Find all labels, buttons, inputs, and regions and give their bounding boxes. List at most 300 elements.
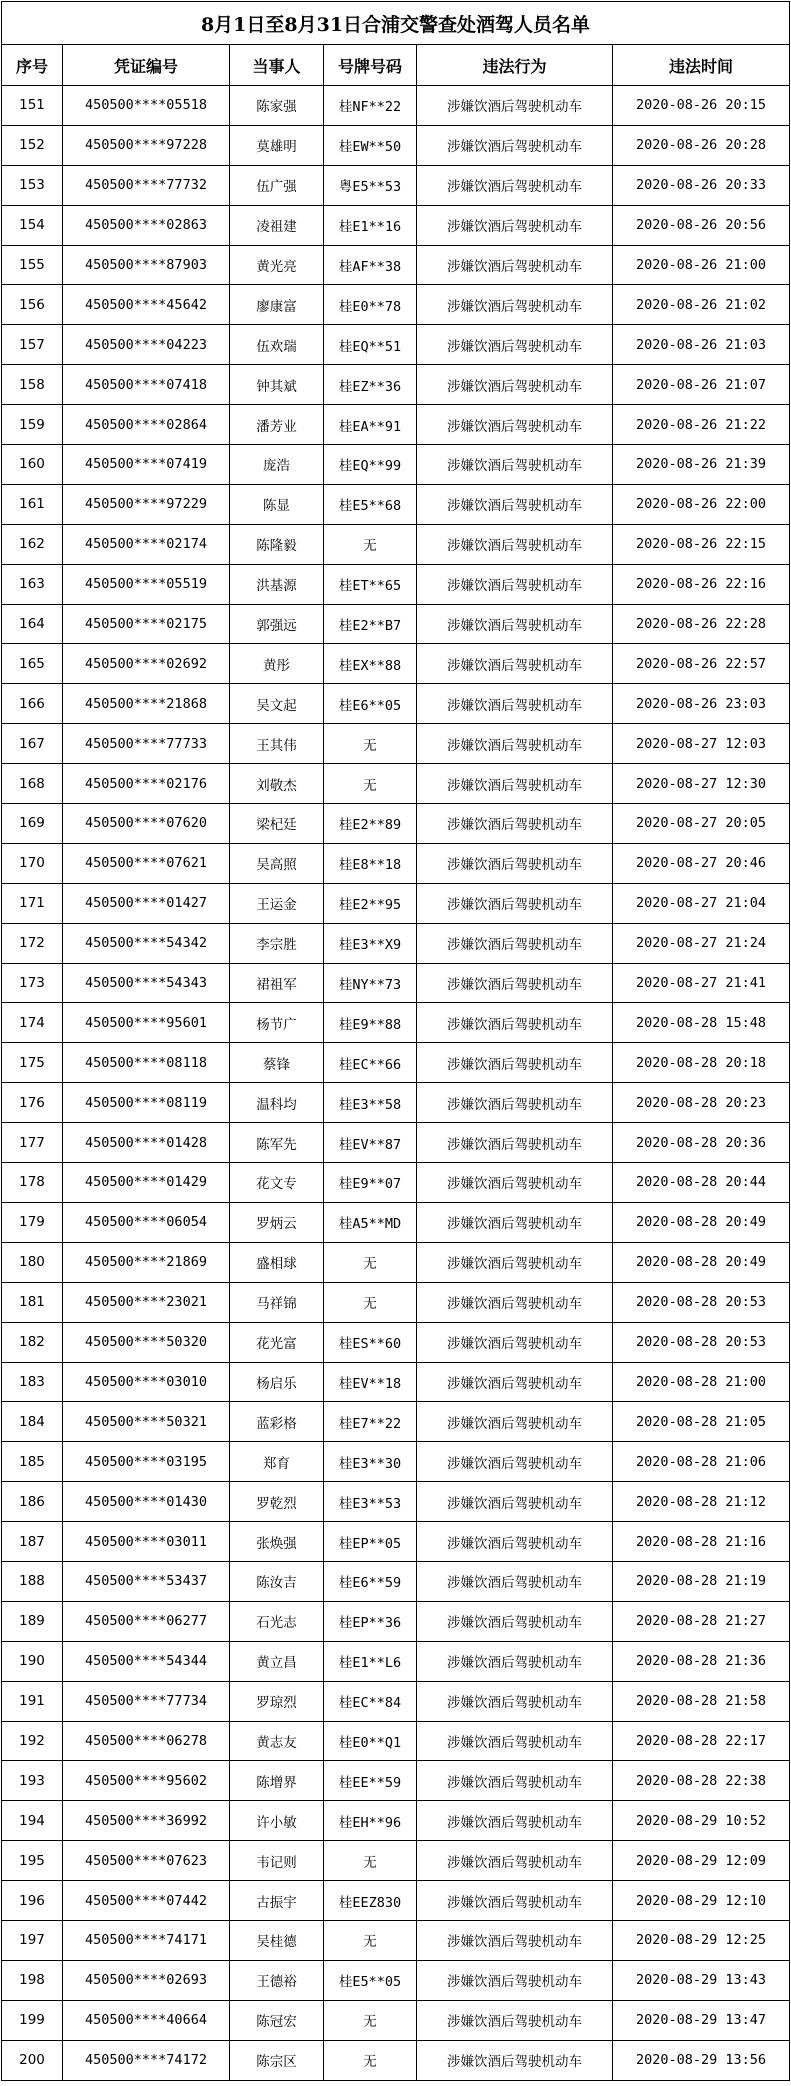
cell-party: 黄光亮 bbox=[230, 245, 324, 285]
cell-seq: 194 bbox=[2, 1801, 63, 1841]
table-row bbox=[2, 1043, 790, 1083]
cell-party: 韦记则 bbox=[230, 1841, 324, 1881]
cell-seq: 180 bbox=[2, 1242, 63, 1282]
cell-party: 陈隆毅 bbox=[230, 524, 324, 564]
cell-party: 庞浩 bbox=[230, 445, 324, 485]
cell-plate: 桂E5**68 bbox=[324, 484, 417, 524]
cell-time: 2020-08-28 21:27 bbox=[613, 1601, 790, 1641]
cell-cert-no: 450500****02692 bbox=[63, 644, 230, 684]
cell-party: 罗乾烈 bbox=[230, 1482, 324, 1522]
cell-violation: 涉嫌饮酒后驾驶机动车 bbox=[417, 1442, 613, 1482]
cell-party: 李宗胜 bbox=[230, 923, 324, 963]
cell-violation: 涉嫌饮酒后驾驶机动车 bbox=[417, 1123, 613, 1163]
table-row bbox=[2, 245, 790, 285]
cell-cert-no: 450500****77732 bbox=[63, 165, 230, 205]
cell-plate: 无 bbox=[324, 524, 417, 564]
cell-plate: 桂EC**84 bbox=[324, 1681, 417, 1721]
cell-time: 2020-08-28 21:05 bbox=[613, 1402, 790, 1442]
table-row bbox=[2, 2000, 790, 2040]
table-row bbox=[2, 564, 790, 604]
cell-seq: 170 bbox=[2, 843, 63, 883]
cell-plate: 桂E2**89 bbox=[324, 804, 417, 844]
table-row bbox=[2, 1083, 790, 1123]
table-row bbox=[2, 724, 790, 764]
cell-violation: 涉嫌饮酒后驾驶机动车 bbox=[417, 804, 613, 844]
cell-seq: 187 bbox=[2, 1522, 63, 1562]
cell-violation: 涉嫌饮酒后驾驶机动车 bbox=[417, 963, 613, 1003]
cell-time: 2020-08-28 20:49 bbox=[613, 1202, 790, 1242]
cell-plate: 桂ES**60 bbox=[324, 1322, 417, 1362]
cell-seq: 161 bbox=[2, 484, 63, 524]
cell-party: 温科均 bbox=[230, 1083, 324, 1123]
cell-time: 2020-08-26 23:03 bbox=[613, 684, 790, 724]
cell-seq: 185 bbox=[2, 1442, 63, 1482]
cell-violation: 涉嫌饮酒后驾驶机动车 bbox=[417, 1163, 613, 1203]
table-row bbox=[2, 1163, 790, 1203]
cell-violation: 涉嫌饮酒后驾驶机动车 bbox=[417, 883, 613, 923]
cell-party: 郭强远 bbox=[230, 604, 324, 644]
cell-party: 伍欢瑞 bbox=[230, 325, 324, 365]
cell-violation: 涉嫌饮酒后驾驶机动车 bbox=[417, 764, 613, 804]
cell-seq: 167 bbox=[2, 724, 63, 764]
cell-cert-no: 450500****06278 bbox=[63, 1721, 230, 1761]
cell-violation: 涉嫌饮酒后驾驶机动车 bbox=[417, 1920, 613, 1960]
cell-seq: 191 bbox=[2, 1681, 63, 1721]
cell-violation: 涉嫌饮酒后驾驶机动车 bbox=[417, 1881, 613, 1921]
cell-time: 2020-08-28 20:53 bbox=[613, 1282, 790, 1322]
cell-violation: 涉嫌饮酒后驾驶机动车 bbox=[417, 1322, 613, 1362]
cell-violation: 涉嫌饮酒后驾驶机动车 bbox=[417, 644, 613, 684]
cell-plate: 桂EQ**99 bbox=[324, 445, 417, 485]
table-row bbox=[2, 1003, 790, 1043]
table-row bbox=[2, 1681, 790, 1721]
cell-time: 2020-08-29 12:10 bbox=[613, 1881, 790, 1921]
cell-cert-no: 450500****03010 bbox=[63, 1362, 230, 1402]
cell-plate: 桂E8**18 bbox=[324, 843, 417, 883]
cell-time: 2020-08-26 21:00 bbox=[613, 245, 790, 285]
cell-time: 2020-08-27 12:30 bbox=[613, 764, 790, 804]
cell-cert-no: 450500****07442 bbox=[63, 1881, 230, 1921]
cell-time: 2020-08-26 20:15 bbox=[613, 86, 790, 126]
cell-seq: 169 bbox=[2, 804, 63, 844]
cell-time: 2020-08-26 20:56 bbox=[613, 205, 790, 245]
cell-seq: 154 bbox=[2, 205, 63, 245]
cell-seq: 172 bbox=[2, 923, 63, 963]
cell-time: 2020-08-28 21:16 bbox=[613, 1522, 790, 1562]
cell-plate: 桂E3**30 bbox=[324, 1442, 417, 1482]
cell-party: 黄立昌 bbox=[230, 1641, 324, 1681]
cell-plate: 无 bbox=[324, 2000, 417, 2040]
cell-seq: 166 bbox=[2, 684, 63, 724]
cell-cert-no: 450500****02175 bbox=[63, 604, 230, 644]
cell-violation: 涉嫌饮酒后驾驶机动车 bbox=[417, 405, 613, 445]
cell-cert-no: 450500****77733 bbox=[63, 724, 230, 764]
table-row bbox=[2, 484, 790, 524]
cell-violation: 涉嫌饮酒后驾驶机动车 bbox=[417, 1681, 613, 1721]
cell-party: 马祥锦 bbox=[230, 1282, 324, 1322]
cell-violation: 涉嫌饮酒后驾驶机动车 bbox=[417, 604, 613, 644]
cell-violation: 涉嫌饮酒后驾驶机动车 bbox=[417, 1202, 613, 1242]
cell-cert-no: 450500****07620 bbox=[63, 804, 230, 844]
cell-violation: 涉嫌饮酒后驾驶机动车 bbox=[417, 125, 613, 165]
cell-party: 王德裕 bbox=[230, 1960, 324, 2000]
cell-plate: 无 bbox=[324, 764, 417, 804]
cell-cert-no: 450500****54344 bbox=[63, 1641, 230, 1681]
cell-time: 2020-08-28 21:36 bbox=[613, 1641, 790, 1681]
table-row bbox=[2, 1123, 790, 1163]
cell-cert-no: 450500****53437 bbox=[63, 1561, 230, 1601]
cell-seq: 168 bbox=[2, 764, 63, 804]
cell-seq: 152 bbox=[2, 125, 63, 165]
cell-party: 张焕强 bbox=[230, 1522, 324, 1562]
cell-violation: 涉嫌饮酒后驾驶机动车 bbox=[417, 1242, 613, 1282]
table-row bbox=[2, 125, 790, 165]
cell-seq: 153 bbox=[2, 165, 63, 205]
cell-violation: 涉嫌饮酒后驾驶机动车 bbox=[417, 1083, 613, 1123]
cell-party: 吴桂德 bbox=[230, 1920, 324, 1960]
cell-time: 2020-08-26 20:33 bbox=[613, 165, 790, 205]
cell-party: 洪基源 bbox=[230, 564, 324, 604]
cell-cert-no: 450500****02176 bbox=[63, 764, 230, 804]
cell-seq: 190 bbox=[2, 1641, 63, 1681]
cell-seq: 182 bbox=[2, 1322, 63, 1362]
table-row bbox=[2, 1841, 790, 1881]
cell-seq: 151 bbox=[2, 86, 63, 126]
cell-seq: 181 bbox=[2, 1282, 63, 1322]
cell-seq: 198 bbox=[2, 1960, 63, 2000]
cell-seq: 177 bbox=[2, 1123, 63, 1163]
cell-party: 陈家强 bbox=[230, 86, 324, 126]
cell-time: 2020-08-29 13:43 bbox=[613, 1960, 790, 2000]
cell-cert-no: 450500****02693 bbox=[63, 1960, 230, 2000]
cell-plate: 无 bbox=[324, 1282, 417, 1322]
cell-time: 2020-08-28 20:44 bbox=[613, 1163, 790, 1203]
cell-party: 杨启乐 bbox=[230, 1362, 324, 1402]
cell-cert-no: 450500****74172 bbox=[63, 2040, 230, 2080]
cell-party: 陈显 bbox=[230, 484, 324, 524]
cell-cert-no: 450500****77734 bbox=[63, 1681, 230, 1721]
cell-plate: 桂E9**07 bbox=[324, 1163, 417, 1203]
cell-cert-no: 450500****01428 bbox=[63, 1123, 230, 1163]
cell-plate: 桂E1**L6 bbox=[324, 1641, 417, 1681]
cell-time: 2020-08-26 21:07 bbox=[613, 365, 790, 405]
cell-time: 2020-08-28 21:12 bbox=[613, 1482, 790, 1522]
cell-plate: 桂EP**05 bbox=[324, 1522, 417, 1562]
cell-cert-no: 450500****21869 bbox=[63, 1242, 230, 1282]
cell-party: 蔡锋 bbox=[230, 1043, 324, 1083]
cell-cert-no: 450500****06277 bbox=[63, 1601, 230, 1641]
cell-time: 2020-08-28 21:06 bbox=[613, 1442, 790, 1482]
cell-plate: 无 bbox=[324, 2040, 417, 2080]
cell-violation: 涉嫌饮酒后驾驶机动车 bbox=[417, 285, 613, 325]
cell-cert-no: 450500****87903 bbox=[63, 245, 230, 285]
cell-time: 2020-08-27 21:41 bbox=[613, 963, 790, 1003]
cell-seq: 173 bbox=[2, 963, 63, 1003]
table-row bbox=[2, 1721, 790, 1761]
cell-party: 古振宇 bbox=[230, 1881, 324, 1921]
cell-time: 2020-08-29 13:56 bbox=[613, 2040, 790, 2080]
table-row bbox=[2, 1202, 790, 1242]
cell-plate: 桂E3**X9 bbox=[324, 923, 417, 963]
table-row bbox=[2, 165, 790, 205]
cell-violation: 涉嫌饮酒后驾驶机动车 bbox=[417, 205, 613, 245]
cell-violation: 涉嫌饮酒后驾驶机动车 bbox=[417, 1522, 613, 1562]
cell-seq: 162 bbox=[2, 524, 63, 564]
table-row bbox=[2, 963, 790, 1003]
cell-time: 2020-08-26 21:22 bbox=[613, 405, 790, 445]
cell-cert-no: 450500****01430 bbox=[63, 1482, 230, 1522]
cell-party: 陈冠宏 bbox=[230, 2000, 324, 2040]
cell-seq: 192 bbox=[2, 1721, 63, 1761]
cell-cert-no: 450500****54342 bbox=[63, 923, 230, 963]
cell-cert-no: 450500****40664 bbox=[63, 2000, 230, 2040]
table-row bbox=[2, 1801, 790, 1841]
table-row bbox=[2, 604, 790, 644]
cell-time: 2020-08-26 20:28 bbox=[613, 125, 790, 165]
cell-violation: 涉嫌饮酒后驾驶机动车 bbox=[417, 1003, 613, 1043]
cell-seq: 195 bbox=[2, 1841, 63, 1881]
cell-plate: 桂NY**73 bbox=[324, 963, 417, 1003]
cell-time: 2020-08-29 10:52 bbox=[613, 1801, 790, 1841]
cell-seq: 171 bbox=[2, 883, 63, 923]
cell-plate: 桂EEZ830 bbox=[324, 1881, 417, 1921]
cell-party: 杨节广 bbox=[230, 1003, 324, 1043]
table-row bbox=[2, 1522, 790, 1562]
table-row bbox=[2, 764, 790, 804]
cell-party: 刘敬杰 bbox=[230, 764, 324, 804]
table-row bbox=[2, 1920, 790, 1960]
cell-violation: 涉嫌饮酒后驾驶机动车 bbox=[417, 724, 613, 764]
table-row bbox=[2, 445, 790, 485]
table-row bbox=[2, 1362, 790, 1402]
cell-cert-no: 450500****07623 bbox=[63, 1841, 230, 1881]
cell-cert-no: 450500****04223 bbox=[63, 325, 230, 365]
cell-plate: 桂E1**16 bbox=[324, 205, 417, 245]
table-row bbox=[2, 285, 790, 325]
header-party: 当事人 bbox=[230, 45, 324, 86]
table-row bbox=[2, 1761, 790, 1801]
cell-seq: 196 bbox=[2, 1881, 63, 1921]
cell-plate: 桂E7**22 bbox=[324, 1402, 417, 1442]
table-row bbox=[2, 1881, 790, 1921]
cell-plate: 桂E3**58 bbox=[324, 1083, 417, 1123]
cell-violation: 涉嫌饮酒后驾驶机动车 bbox=[417, 1561, 613, 1601]
cell-cert-no: 450500****08118 bbox=[63, 1043, 230, 1083]
cell-cert-no: 450500****45642 bbox=[63, 285, 230, 325]
cell-time: 2020-08-26 21:39 bbox=[613, 445, 790, 485]
cell-party: 潘芳业 bbox=[230, 405, 324, 445]
cell-cert-no: 450500****07418 bbox=[63, 365, 230, 405]
cell-violation: 涉嫌饮酒后驾驶机动车 bbox=[417, 1960, 613, 2000]
cell-cert-no: 450500****95601 bbox=[63, 1003, 230, 1043]
cell-seq: 200 bbox=[2, 2040, 63, 2080]
cell-seq: 189 bbox=[2, 1601, 63, 1641]
cell-party: 罗炳云 bbox=[230, 1202, 324, 1242]
cell-plate: 桂E0**78 bbox=[324, 285, 417, 325]
cell-seq: 184 bbox=[2, 1402, 63, 1442]
header-cert-no: 凭证编号 bbox=[63, 45, 230, 86]
cell-cert-no: 450500****74171 bbox=[63, 1920, 230, 1960]
header-time: 违法时间 bbox=[613, 45, 790, 86]
cell-violation: 涉嫌饮酒后驾驶机动车 bbox=[417, 245, 613, 285]
cell-party: 吴高照 bbox=[230, 843, 324, 883]
cell-cert-no: 450500****21868 bbox=[63, 684, 230, 724]
cell-time: 2020-08-28 15:48 bbox=[613, 1003, 790, 1043]
cell-violation: 涉嫌饮酒后驾驶机动车 bbox=[417, 365, 613, 405]
cell-cert-no: 450500****07419 bbox=[63, 445, 230, 485]
cell-plate: 桂EW**50 bbox=[324, 125, 417, 165]
cell-party: 蓝彩格 bbox=[230, 1402, 324, 1442]
cell-cert-no: 450500****50321 bbox=[63, 1402, 230, 1442]
cell-plate: 桂E6**05 bbox=[324, 684, 417, 724]
cell-party: 伍广强 bbox=[230, 165, 324, 205]
cell-party: 黄志友 bbox=[230, 1721, 324, 1761]
cell-violation: 涉嫌饮酒后驾驶机动车 bbox=[417, 484, 613, 524]
cell-plate: 桂NF**22 bbox=[324, 86, 417, 126]
cell-cert-no: 450500****03195 bbox=[63, 1442, 230, 1482]
cell-violation: 涉嫌饮酒后驾驶机动车 bbox=[417, 1482, 613, 1522]
cell-plate: 桂EX**88 bbox=[324, 644, 417, 684]
title-row bbox=[2, 2, 790, 45]
table-row bbox=[2, 804, 790, 844]
table-row bbox=[2, 923, 790, 963]
cell-seq: 186 bbox=[2, 1482, 63, 1522]
cell-plate: 桂E2**95 bbox=[324, 883, 417, 923]
cell-party: 陈军先 bbox=[230, 1123, 324, 1163]
cell-plate: 桂EC**66 bbox=[324, 1043, 417, 1083]
cell-cert-no: 450500****01429 bbox=[63, 1163, 230, 1203]
cell-plate: 桂EP**36 bbox=[324, 1601, 417, 1641]
cell-seq: 165 bbox=[2, 644, 63, 684]
cell-time: 2020-08-26 22:15 bbox=[613, 524, 790, 564]
cell-cert-no: 450500****01427 bbox=[63, 883, 230, 923]
table-row bbox=[2, 1482, 790, 1522]
table-row bbox=[2, 1282, 790, 1322]
cell-cert-no: 450500****95602 bbox=[63, 1761, 230, 1801]
cell-cert-no: 450500****36992 bbox=[63, 1801, 230, 1841]
cell-plate: 无 bbox=[324, 1920, 417, 1960]
cell-time: 2020-08-27 21:24 bbox=[613, 923, 790, 963]
cell-plate: 桂E5**05 bbox=[324, 1960, 417, 2000]
cell-party: 吴文起 bbox=[230, 684, 324, 724]
cell-party: 花文专 bbox=[230, 1163, 324, 1203]
cell-seq: 197 bbox=[2, 1920, 63, 1960]
cell-time: 2020-08-26 21:03 bbox=[613, 325, 790, 365]
cell-party: 罗琼烈 bbox=[230, 1681, 324, 1721]
cell-time: 2020-08-27 20:46 bbox=[613, 843, 790, 883]
cell-seq: 188 bbox=[2, 1561, 63, 1601]
cell-violation: 涉嫌饮酒后驾驶机动车 bbox=[417, 843, 613, 883]
header-row bbox=[2, 45, 790, 86]
cell-seq: 157 bbox=[2, 325, 63, 365]
cell-seq: 158 bbox=[2, 365, 63, 405]
cell-plate: 桂E3**53 bbox=[324, 1482, 417, 1522]
table-row bbox=[2, 365, 790, 405]
cell-time: 2020-08-26 22:28 bbox=[613, 604, 790, 644]
cell-cert-no: 450500****02174 bbox=[63, 524, 230, 564]
cell-violation: 涉嫌饮酒后驾驶机动车 bbox=[417, 1282, 613, 1322]
cell-plate: 桂AF**38 bbox=[324, 245, 417, 285]
table-row bbox=[2, 1960, 790, 2000]
cell-party: 凌祖建 bbox=[230, 205, 324, 245]
cell-time: 2020-08-28 21:00 bbox=[613, 1362, 790, 1402]
cell-seq: 163 bbox=[2, 564, 63, 604]
table-row bbox=[2, 325, 790, 365]
table-row bbox=[2, 1402, 790, 1442]
cell-cert-no: 450500****07621 bbox=[63, 843, 230, 883]
cell-cert-no: 450500****54343 bbox=[63, 963, 230, 1003]
cell-time: 2020-08-28 20:49 bbox=[613, 1242, 790, 1282]
cell-party: 花光富 bbox=[230, 1322, 324, 1362]
cell-time: 2020-08-28 20:36 bbox=[613, 1123, 790, 1163]
cell-seq: 174 bbox=[2, 1003, 63, 1043]
cell-cert-no: 450500****97228 bbox=[63, 125, 230, 165]
cell-seq: 156 bbox=[2, 285, 63, 325]
table-row bbox=[2, 86, 790, 126]
cell-seq: 183 bbox=[2, 1362, 63, 1402]
cell-violation: 涉嫌饮酒后驾驶机动车 bbox=[417, 1841, 613, 1881]
cell-time: 2020-08-26 21:02 bbox=[613, 285, 790, 325]
table-row bbox=[2, 205, 790, 245]
cell-cert-no: 450500****23021 bbox=[63, 1282, 230, 1322]
cell-violation: 涉嫌饮酒后驾驶机动车 bbox=[417, 1641, 613, 1681]
page-title: 8月1日至8月31日合浦交警查处酒驾人员名单 bbox=[2, 2, 790, 45]
cell-cert-no: 450500****05518 bbox=[63, 86, 230, 126]
cell-party: 黄彤 bbox=[230, 644, 324, 684]
cell-party: 王运金 bbox=[230, 883, 324, 923]
cell-time: 2020-08-26 22:00 bbox=[613, 484, 790, 524]
cell-time: 2020-08-28 20:23 bbox=[613, 1083, 790, 1123]
table-row bbox=[2, 1601, 790, 1641]
cell-party: 石光志 bbox=[230, 1601, 324, 1641]
cell-party: 许小敏 bbox=[230, 1801, 324, 1841]
cell-plate: 桂E0**Q1 bbox=[324, 1721, 417, 1761]
cell-plate: 桂E6**59 bbox=[324, 1561, 417, 1601]
cell-party: 陈宗区 bbox=[230, 2040, 324, 2080]
table-row bbox=[2, 2040, 790, 2080]
cell-party: 王其伟 bbox=[230, 724, 324, 764]
cell-violation: 涉嫌饮酒后驾驶机动车 bbox=[417, 1761, 613, 1801]
cell-plate: 桂E9**88 bbox=[324, 1003, 417, 1043]
cell-plate: 桂EV**18 bbox=[324, 1362, 417, 1402]
cell-violation: 涉嫌饮酒后驾驶机动车 bbox=[417, 2040, 613, 2080]
cell-violation: 涉嫌饮酒后驾驶机动车 bbox=[417, 564, 613, 604]
cell-seq: 160 bbox=[2, 445, 63, 485]
table-row bbox=[2, 405, 790, 445]
cell-cert-no: 450500****03011 bbox=[63, 1522, 230, 1562]
cell-plate: 桂EA**91 bbox=[324, 405, 417, 445]
cell-violation: 涉嫌饮酒后驾驶机动车 bbox=[417, 2000, 613, 2040]
cell-time: 2020-08-28 22:17 bbox=[613, 1721, 790, 1761]
cell-time: 2020-08-29 13:47 bbox=[613, 2000, 790, 2040]
cell-time: 2020-08-26 22:16 bbox=[613, 564, 790, 604]
cell-cert-no: 450500****50320 bbox=[63, 1322, 230, 1362]
header-violation: 违法行为 bbox=[417, 45, 613, 86]
cell-seq: 178 bbox=[2, 1163, 63, 1203]
cell-plate: 无 bbox=[324, 724, 417, 764]
header-plate: 号牌号码 bbox=[324, 45, 417, 86]
cell-violation: 涉嫌饮酒后驾驶机动车 bbox=[417, 1402, 613, 1442]
cell-seq: 155 bbox=[2, 245, 63, 285]
cell-cert-no: 450500****02864 bbox=[63, 405, 230, 445]
cell-plate: 粤E5**53 bbox=[324, 165, 417, 205]
cell-plate: 无 bbox=[324, 1841, 417, 1881]
table-row bbox=[2, 883, 790, 923]
cell-time: 2020-08-28 20:53 bbox=[613, 1322, 790, 1362]
cell-violation: 涉嫌饮酒后驾驶机动车 bbox=[417, 524, 613, 564]
cell-plate: 桂E2**B7 bbox=[324, 604, 417, 644]
table-row bbox=[2, 1322, 790, 1362]
